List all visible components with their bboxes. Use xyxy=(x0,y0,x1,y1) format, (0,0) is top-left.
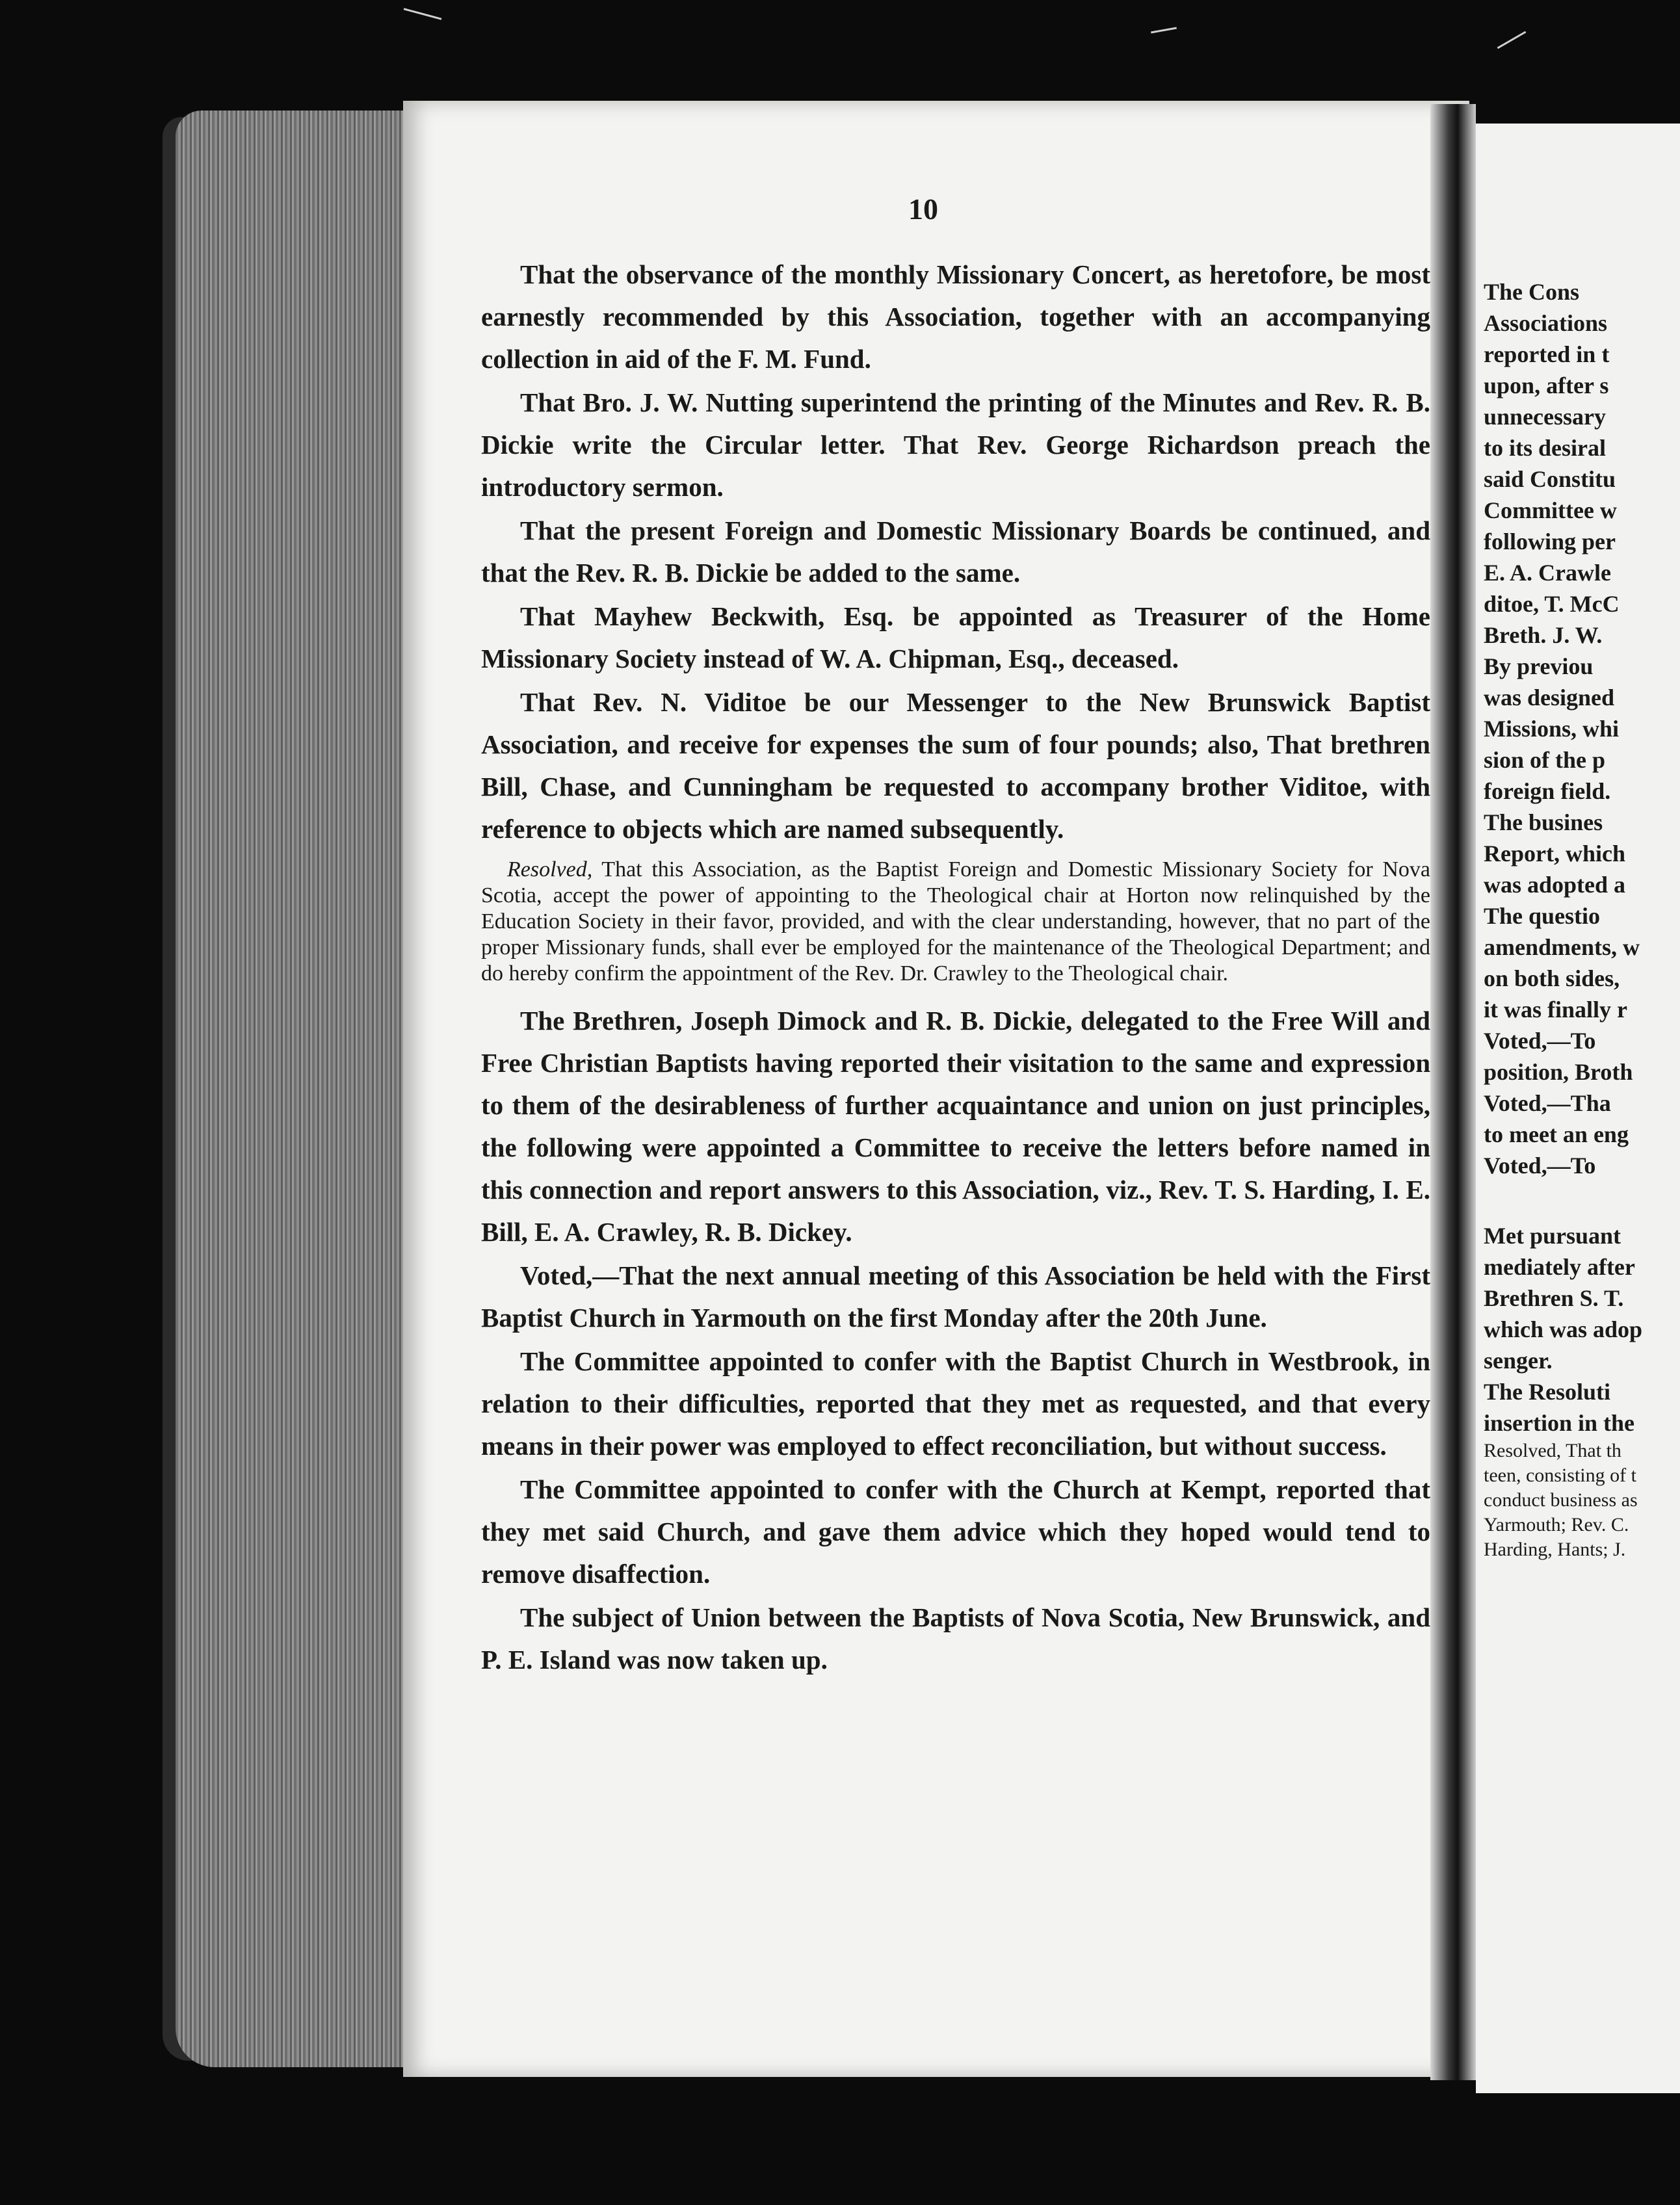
page-body xyxy=(481,254,1430,1682)
right-page-line: The questio xyxy=(1484,903,1601,929)
right-page-line: to its desiral xyxy=(1484,435,1606,461)
right-page-line: conduct business as xyxy=(1484,1489,1638,1511)
right-page-line: it was finally r xyxy=(1484,997,1627,1023)
right-page-line: Voted,—To xyxy=(1484,1153,1596,1179)
right-page-line: Met pursuant xyxy=(1484,1223,1621,1249)
right-page-line: Committee w xyxy=(1484,497,1617,523)
right-page-line: The Cons xyxy=(1484,279,1580,305)
right-page-line: Missions, whi xyxy=(1484,716,1620,742)
right-page-line: which was adop xyxy=(1484,1316,1643,1342)
film-scratch xyxy=(404,8,442,20)
right-page-line: unnecessary xyxy=(1484,404,1606,430)
right-page-line: Report, which xyxy=(1484,841,1625,867)
film-scratch xyxy=(1497,31,1527,49)
right-page-line: on both sides, xyxy=(1484,965,1620,991)
right-page-line: Voted,—To xyxy=(1484,1028,1596,1054)
right-page-line: Brethren S. T. xyxy=(1484,1285,1624,1311)
right-page-line: senger. xyxy=(1484,1348,1553,1374)
right-page-line: Voted,—Tha xyxy=(1484,1090,1611,1116)
resolution xyxy=(481,857,1430,987)
right-page-line: amendments, w xyxy=(1484,934,1640,960)
resolution-lead: Resolved, xyxy=(507,857,593,881)
right-page-line: following per xyxy=(1484,528,1616,555)
right-page-line: Harding, Hants; J. xyxy=(1484,1539,1626,1560)
right-page-line: mediately after xyxy=(1484,1254,1635,1280)
book-page-edges xyxy=(176,111,410,2067)
paragraph: That Bro. J. W. Nutting superintend the printing of the Minutes and Rev. R. B. Dickie write the Circular letter. That Rev. George Richardson preach the introductory sermon. xyxy=(481,387,1430,502)
paragraph: The Brethren, Joseph Dimock and R. B. Dickie, delegated to the Free Will and Free Christian Baptists having reported their visitation to the same and expression to them of the desirableness of further acquaintance and union on just principles, the following were appointed a Committee to receive the letters before named in this connection and report answers to this Association, viz., Rev. T. S. Harding, I. E. Bill, E. A. Crawley, R. B. Dickey. xyxy=(481,1006,1430,1247)
paragraph: The subject of Union between the Baptists of Nova Scotia, New Brunswick, and P. E. Island was now taken up. xyxy=(481,1602,1430,1675)
paragraph: That the observance of the monthly Missionary Concert, as heretofore, be most earnestly recommended by this Association, together with an accompanying collection in aid of the F. M. Fund. xyxy=(481,259,1430,374)
film-scratch xyxy=(1151,27,1177,34)
right-page-line: sion of the p xyxy=(1484,747,1606,773)
right-page-text xyxy=(1484,276,1680,1562)
right-page-line: insertion in the xyxy=(1484,1410,1635,1436)
right-page-line: position, Broth xyxy=(1484,1059,1633,1085)
right-page-line: By previou xyxy=(1484,653,1594,679)
right-page-line: Yarmouth; Rev. C. xyxy=(1484,1514,1629,1535)
paragraph: The Committee appointed to confer with the Baptist Church in Westbrook, in relation to their difficulties, reported that they met as requested, and that every means in their power was employed to effect reconciliation, but without success. xyxy=(481,1346,1430,1461)
right-page-line: ditoe, T. McC xyxy=(1484,591,1620,617)
right-page-line: Breth. J. W. xyxy=(1484,622,1603,648)
paragraph: The Committee appointed to confer with the Church at Kempt, reported that they met said Church, and gave them advice which they hoped would tend to remove disaffection. xyxy=(481,1474,1430,1589)
page-number: 10 xyxy=(908,192,938,226)
right-page-line: The busines xyxy=(1484,809,1603,835)
paragraph: That the present Foreign and Domestic Missionary Boards be continued, and that the Rev. R. B. Dickie be added to the same. xyxy=(481,515,1430,588)
right-page-line: was adopted a xyxy=(1484,872,1626,898)
paragraph: That Rev. N. Viditoe be our Messenger to the New Brunswick Baptist Association, and receive for expenses the sum of four pounds; also, That brethren Bill, Chase, and Cunningham be requested to accompany brother Viditoe, with reference to objects which are named subsequently. xyxy=(481,687,1430,844)
right-page-line: said Constitu xyxy=(1484,466,1616,492)
right-page-line: E. A. Crawle xyxy=(1484,560,1611,586)
right-page-line: upon, after s xyxy=(1484,372,1609,398)
right-page-line: to meet an eng xyxy=(1484,1121,1629,1147)
paragraph: That Mayhew Beckwith, Esq. be appointed as Treasurer of the Home Missionary Society instead of W. A. Chipman, Esq., deceased. xyxy=(481,601,1430,673)
right-page-line: Associations xyxy=(1484,310,1608,336)
book-gutter xyxy=(1430,104,1476,2080)
right-page-line: teen, consisting of t xyxy=(1484,1465,1636,1486)
resolution-text: That this Association, as the Baptist Foreign and Domestic Missionary Society for Nova Scotia, accept the power of appointing to the Theological chair at Horton now relinquished by the Education Society in their favor, provided, and with the clear understanding, however, that no part of the proper Missionary funds, shall ever be employed for the maintenance of the Theological Department; and do hereby confirm the appointment of the Rev. Dr. Crawley to the Theological chair. xyxy=(481,857,1430,985)
right-page-line: foreign field. xyxy=(1484,778,1611,804)
right-page-line: was designed xyxy=(1484,685,1615,711)
right-page-line: Resolved, That th xyxy=(1484,1440,1621,1461)
right-page-line: reported in t xyxy=(1484,341,1610,367)
paragraph: Voted,—That the next annual meeting of this Association be held with the First Baptist Church in Yarmouth on the first Monday after the 20th June. xyxy=(481,1260,1430,1333)
right-page-line: The Resoluti xyxy=(1484,1379,1611,1405)
